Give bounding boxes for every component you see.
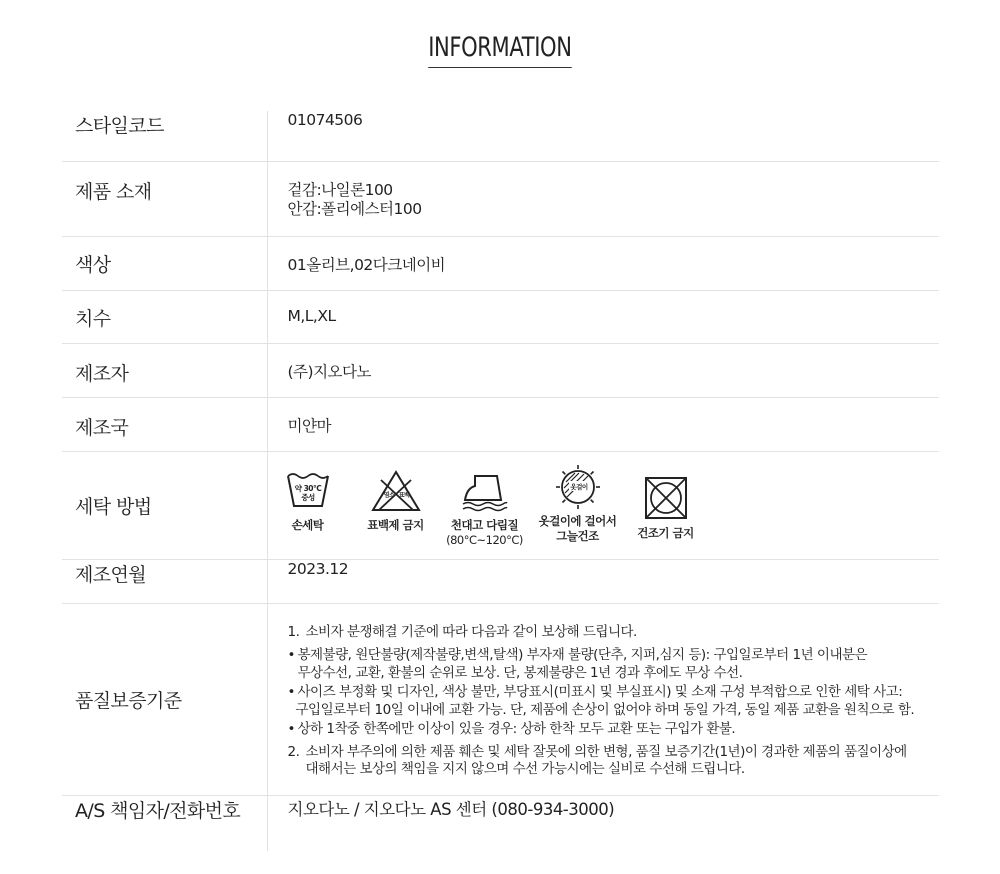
value-color-text: 01올리브,02다크네이비: [287, 255, 446, 274]
label-size-text: 치수: [75, 307, 111, 330]
hang-dry-shade-icon: [555, 464, 601, 510]
iron-temp-caption: (80°C~120°C): [446, 532, 523, 547]
title-wrap: [0, 30, 1000, 68]
value-country-text: 미얀마: [287, 416, 331, 435]
row-style-code: [62, 111, 939, 161]
care-icons: [268, 452, 940, 548]
row-washing: [62, 451, 939, 559]
label-quality-text: 품질보증기준: [75, 689, 182, 712]
quality-item-2-line2: 대해서는 보상의 책임을 지지 않으며 수선 가능시에는 실비로 수선해 드립니다.: [305, 761, 745, 777]
value-size: [267, 290, 939, 343]
no-bleach-bleach: 표백: [398, 491, 409, 499]
hand-wash-icon: [286, 470, 330, 512]
row-date: [62, 559, 939, 603]
value-maker-text: (주)지오다노: [287, 362, 371, 381]
quality-item-1-num: 1.: [287, 623, 300, 640]
label-color-text: 색상: [75, 253, 111, 276]
value-maker: [267, 343, 939, 397]
row-quality: [62, 603, 939, 795]
no-tumble-dry-caption: 건조기 금지: [637, 525, 694, 540]
quality-bullet-1-line1: 봉제불량, 원단불량(제작불량,변색,탈색) 부자재 불량(단추, 지퍼,심지 등): 구입일로부터 1년 이내분은: [297, 647, 868, 663]
no-bleach-caption: 표백제 금지: [367, 517, 424, 532]
quality-bullet-2-line2: 구입일로부터 10일 이내에 교환 가능. 단, 제품에 손상이 없어야 하며 동일 가격, 동일 제품 교환을 원칙으로 함.: [295, 701, 915, 718]
quality-item-2-line1: 소비자 부주의에 의한 제품 훼손 및 세탁 잘못에 의한 변형, 품질 보증기간(1년)이 경과한 제품의 품질이상에: [305, 743, 907, 760]
label-maker-text: 제조자: [75, 362, 129, 385]
value-color: [267, 236, 939, 290]
quality-bullet-3: [288, 721, 940, 739]
label-date: 제조연월: [62, 559, 267, 603]
row-color: [62, 236, 939, 290]
hand-wash-temp: 약 30°C: [294, 483, 321, 493]
label-material-text: 제품 소재: [75, 180, 152, 203]
value-date: 2023.12: [287, 559, 349, 578]
quality-bullet-3-text: 상하 1착중 한쪽에만 이상이 있을 경우: 상하 한착 모두 교환 또는 구입가 환불.: [297, 721, 736, 737]
value-quality: [267, 603, 939, 795]
hang-dry-caption: 옷걸이에 걸어서: [538, 513, 617, 528]
label-maker: [62, 343, 267, 397]
quality-bullet-2-mark: •: [287, 684, 295, 700]
label-size: [62, 290, 267, 343]
hang-dry-caption-2: 그늘건조: [556, 528, 599, 543]
care-no-bleach: [356, 470, 436, 533]
iron-with-cloth-icon: [461, 470, 509, 512]
care-hang-dry: [530, 464, 626, 544]
value-as: 지오다노 / 지오다노 AS 센터 (080-934-3000): [287, 799, 615, 819]
hand-wash-caption: 손세탁: [291, 517, 324, 532]
value-material: [267, 161, 939, 236]
quality-item-1-text: 소비자 분쟁해결 기준에 따라 다음과 같이 보상해 드립니다.: [305, 623, 637, 640]
label-country-text: 제조국: [75, 416, 129, 439]
row-maker: [62, 343, 939, 397]
quality-bullet-3-mark: •: [287, 721, 295, 737]
value-washing: [267, 451, 939, 559]
material-lining: 안감:폴리에스터100: [287, 199, 422, 218]
no-tumble-dry-icon: [644, 476, 688, 520]
value-country: [267, 397, 939, 451]
material-outer: 겉감:나일론100: [287, 180, 393, 199]
quality-bullet-1-line2: 무상수선, 교환, 환불의 순위로 보상. 단, 봉제불량은 1년 경과 후에도 무상 수선.: [297, 664, 743, 681]
page-title: INFORMATION: [428, 30, 571, 68]
quality-item-1: [288, 624, 940, 642]
quality-bullet-2: [288, 684, 940, 719]
label-quality: [62, 603, 267, 795]
quality-list: [288, 604, 940, 793]
quality-bullet-1-mark: •: [287, 647, 295, 663]
label-washing-text: 세탁 방법: [75, 495, 152, 518]
label-material: [62, 161, 267, 236]
no-bleach-chlorine: 염소: [383, 491, 394, 499]
care-hand-wash: [268, 470, 348, 533]
product-info-table: [62, 111, 939, 851]
quality-bullet-2-line1: 사이즈 부정확 및 디자인, 색상 불만, 부당표시(미표시 및 부실표시) 및 소재 구성 부적합으로 인한 세탁 사고:: [297, 684, 903, 700]
no-bleach-icon: [371, 470, 421, 512]
hand-wash-neutral: 중성: [300, 492, 315, 502]
quality-item-2: [288, 744, 940, 779]
care-no-tumble-dry: [626, 476, 706, 541]
value-size-text: M,L,XL: [287, 306, 336, 325]
row-country: [62, 397, 939, 451]
label-as: A/S 책임자/전화번호: [62, 795, 267, 851]
label-color: [62, 236, 267, 290]
label-style-code: 스타일코드: [62, 111, 267, 161]
quality-bullet-1: [288, 647, 940, 682]
iron-caption: 천대고 다림질: [450, 517, 519, 532]
label-washing: [62, 451, 267, 559]
hang-dry-hanger: 옷걸이: [569, 482, 588, 491]
row-size: [62, 290, 939, 343]
care-iron: [440, 470, 530, 548]
label-country: [62, 397, 267, 451]
value-style-code: 01074506: [287, 111, 363, 129]
row-material: [62, 161, 939, 236]
quality-item-2-num: 2.: [287, 743, 300, 760]
row-as: [62, 795, 939, 851]
